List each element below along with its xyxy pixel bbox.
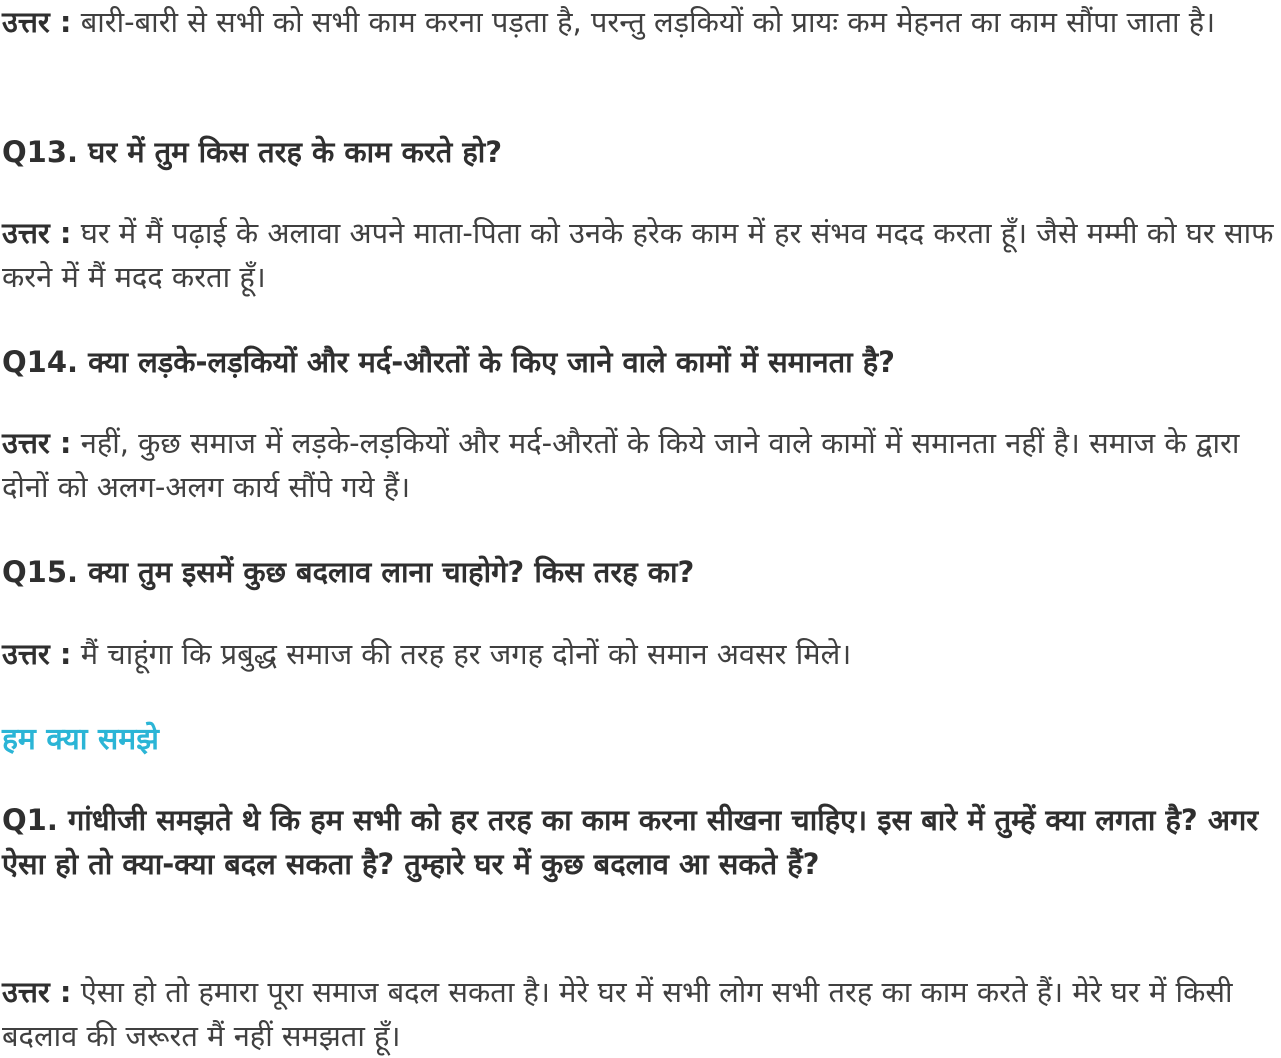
- answer-text: बारी-बारी से सभी को सभी काम करना पड़ता है, परन्तु लड़कियों को प्रायः कम मेहनत का काम सौंपा जाता है।: [80, 5, 1216, 39]
- question-q13: Q13. घर में तुम किस तरह के काम करते हो?: [2, 135, 503, 169]
- section-heading: हम क्या समझे: [2, 722, 159, 757]
- answer-q12: [2, 0, 1277, 44]
- answer-label: उत्तर :: [2, 426, 72, 460]
- answer-label: उत्तर :: [2, 637, 72, 671]
- answer-q15: [2, 632, 1277, 676]
- answer-text: घर में मैं पढ़ाई के अलावा अपने माता-पिता को उनके हरेक काम में हर संभव मदद करता हूँ। जैसे मम्मी को घर साफ करने में मैं मदद करता हूँ।: [2, 216, 1274, 294]
- question-q15: Q15. क्या तुम इसमें कुछ बदलाव लाना चाहोगे? किस तरह का?: [2, 555, 695, 589]
- answer-text: मैं चाहूंगा कि प्रबुद्ध समाज की तरह हर जगह दोनों को समान अवसर मिले।: [80, 637, 852, 671]
- answer-text: ऐसा हो तो हमारा पूरा समाज बदल सकता है। मेरे घर में सभी लोग सभी तरह का काम करते हैं। मेरे घर में किसी बदलाव की जरूरत मैं नहीं समझता हूँ।: [2, 975, 1233, 1053]
- answer-q14: [2, 421, 1277, 509]
- answer-label: उत्तर :: [2, 216, 72, 250]
- answer-label: उत्तर :: [2, 5, 72, 39]
- question-q1: Q1. गांधीजी समझते थे कि हम सभी को हर तरह का काम करना सीखना चाहिए। इस बारे में तुम्हें क्या लगता है? अगर ऐसा हो तो क्या-क्या बदल सकता है? तुम्हारे घर में कुछ बदलाव आ सकते हैं?: [2, 803, 1259, 881]
- answer-q1: [2, 970, 1277, 1058]
- answer-q13: [2, 211, 1277, 299]
- answer-text: नहीं, कुछ समाज में लड़के-लड़कियों और मर्द-औरतों के किये जाने वाले कामों में समानता नहीं है। समाज के द्वारा दोनों को अलग-अलग कार्य सौंपे गये हैं।: [2, 426, 1240, 504]
- question-q14: Q14. क्या लड़के-लड़कियों और मर्द-औरतों के किए जाने वाले कामों में समानता है?: [2, 345, 895, 379]
- answer-label: उत्तर :: [2, 975, 72, 1009]
